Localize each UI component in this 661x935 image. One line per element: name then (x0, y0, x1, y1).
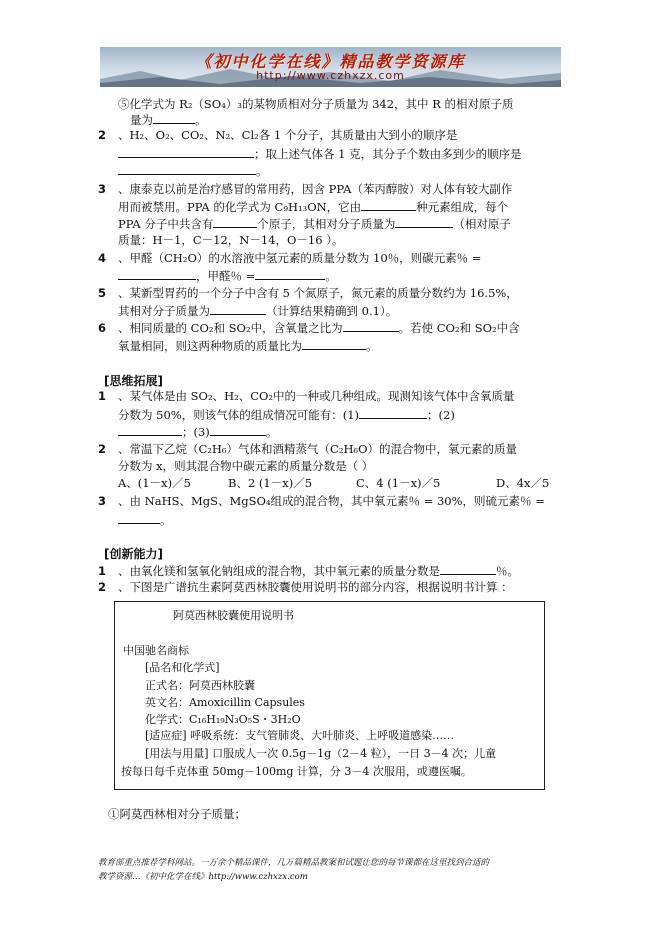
answer-blank[interactable] (118, 512, 160, 524)
question-number: 2 (98, 442, 107, 456)
answer-blank[interactable] (210, 303, 266, 315)
q2-end: 。 (256, 164, 268, 178)
option-a[interactable]: A、(1－x)／5 (118, 476, 191, 490)
footer-line1: 教育部重点推荐学科网站。一万余个精品课件，几万篇精品教案和试题让您的每节课都在这里找到合适的 (98, 858, 490, 868)
q5-text: 量为 (130, 113, 153, 127)
q3-text: 、康泰克以前是治疗感冒的常用药，因含 PPA（苯丙醇胺）对人体有较大副作 (118, 182, 513, 196)
think-q1-line3 (118, 424, 588, 439)
option-c[interactable]: C、4 (1－x)／5 (356, 476, 441, 490)
q2-line2 (118, 146, 588, 161)
question-number: 4 (98, 251, 107, 265)
q2-line3 (118, 163, 588, 178)
q3-line1 (98, 182, 568, 196)
answer-blank[interactable] (359, 407, 427, 419)
q2-text: 、H₂、O₂、CO₂、N₂、Cl₂各 1 个分子，其质量由大到小的顺序是 (118, 128, 458, 142)
q3-text3b: 个原子，其相对分子质量为 (257, 217, 396, 231)
box-line4: 化学式：C₁₆H₁₉N₃O₅S・3H₂O (145, 713, 301, 726)
innov-q1-text: 、由氧化镁和氢氧化钠组成的混合物，其中氧元素的质量分数是 (118, 564, 440, 578)
q4-line2 (118, 268, 588, 283)
q5-line2 (130, 112, 600, 127)
think-q3-text: 、由 NaHS、MgS、MgSO₄组成的混合物，其中氧元素％ = 30%，则硫元素％ = (118, 494, 545, 508)
q3-text3: PPA 分子中共含有 (118, 217, 214, 231)
answer-blank[interactable] (343, 320, 399, 332)
box-line5: [适应症] 呼吸系统：支气管肺炎、大叶肺炎、上呼吸道感染…… (145, 729, 455, 742)
answer-blank[interactable] (118, 424, 182, 436)
answer-blank[interactable] (361, 199, 416, 211)
innov-q1 (98, 563, 568, 578)
answer-blank[interactable] (213, 216, 257, 228)
think-q1-text2b: ；(2) (427, 408, 455, 422)
box-line1: [品名和化学式] (145, 661, 220, 674)
q5b-line1 (98, 286, 568, 300)
think-q2-line2: 分数为 x，则其混合物中碳元素的质量分数是（ ） (118, 459, 374, 473)
q6-line1 (98, 320, 568, 335)
q5b-line2 (118, 303, 588, 318)
think-q2-line1 (98, 442, 568, 456)
think-q1-end: 。 (265, 425, 278, 439)
think-q3-line2 (118, 512, 588, 527)
question-number: 3 (98, 494, 107, 508)
box-line7: 按每日每千克体重 50mg－100mg 计算，分 3－4 次服用，或遵医嘱。 (121, 765, 472, 778)
think-q3-line1 (98, 494, 568, 508)
question-number: 1 (98, 389, 107, 403)
q3-line4: 质量：H－1，C－12，N－14，O－16 ）。 (118, 233, 344, 247)
question-number: 1 (98, 564, 107, 578)
think-q3-end: 。 (160, 513, 172, 527)
q5b-text2b: （计算结果精确到 0.1）。 (266, 304, 398, 318)
question-number: 2 (98, 580, 107, 594)
answer-blank[interactable] (118, 268, 196, 280)
q5b-text2: 其相对分子质量为 (118, 304, 210, 318)
question-number: 3 (98, 182, 107, 196)
think-q1-text2: 分数为 50%，则该气体的组成情况可能有：(1) (118, 408, 360, 422)
q6-text2: 氧量相同，则这两种物质的质量比为 (118, 339, 302, 353)
answer-blank[interactable] (440, 563, 496, 575)
answer-blank[interactable] (395, 216, 453, 228)
q5-end: 。 (195, 113, 207, 127)
answer-blank[interactable] (255, 268, 325, 280)
q4-line1 (98, 251, 568, 265)
q2-line1 (98, 128, 568, 142)
q5b-text: 、某新型胃药的一个分子中含有 5 个氮原子，氮元素的质量分数约为 16.5%， (118, 286, 518, 300)
q6-text1b: 。若使 CO₂和 SO₂中含 (398, 321, 520, 335)
option-b[interactable]: B、2 (1－x)／5 (228, 476, 313, 490)
q2-text2: ；取上述气体各 1 克，其分子个数由多到少的顺序是 (254, 147, 522, 161)
banner-title: 《初中化学在线》精品教学资源库 (195, 52, 466, 71)
box-brand: 中国驰名商标 (123, 644, 189, 657)
answer-blank[interactable] (118, 146, 254, 158)
answer-blank[interactable] (210, 424, 266, 436)
question-number: 6 (98, 321, 107, 335)
footer-line2[interactable]: 教学资源…《初中化学在线》http://www.czhxzx.com (98, 872, 308, 882)
think-q1-text3a: ；(3) (182, 425, 210, 439)
answer-blank[interactable] (302, 338, 366, 350)
header-banner (100, 47, 561, 87)
innov-q1-end: ％。 (496, 564, 519, 578)
drug-instruction-box (114, 601, 545, 790)
q3-line2 (118, 199, 588, 214)
q3-text2: 用而被禁用。PPA 的化学式为 C₉H₁₃ON，它由 (118, 200, 362, 214)
think-q1-line2 (118, 407, 588, 422)
box-line6: [用法与用量] 口服成人一次 0.5g－1g（2－4 粒），一日 3－4 次；儿童 (145, 747, 497, 760)
q6-text: 、相同质量的 CO₂和 SO₂中，含氧量之比为 (118, 321, 343, 335)
box-line2: 正式名：阿莫西林胶囊 (145, 679, 255, 692)
box-title: 阿莫西林胶囊使用说明书 (173, 609, 294, 622)
think-q1-text: 、某气体是由 SO₂、H₂、CO₂中的一种或几种组成。现测知该气体中含氧质量 (118, 389, 515, 403)
question-end: ①阿莫西林相对分子质量； (108, 807, 246, 821)
q3-line3 (118, 216, 588, 231)
box-line3: 英文名：Amoxicillin Capsules (145, 696, 305, 709)
question-number: 2 (98, 128, 107, 142)
q3-text2b: 种元素组成，每个 (416, 200, 509, 214)
think-q1-line1 (98, 389, 568, 403)
q4-end: 。 (325, 269, 337, 283)
q3-text3c: （相对原子 (453, 217, 511, 231)
question-number: 5 (98, 286, 107, 300)
q4-text: 、甲醛（CH₂O）的水溶液中氢元素的质量分数为 10％，则碳元素％ = (118, 251, 482, 265)
banner-url[interactable]: http://www.czhxzx.com (256, 69, 405, 82)
section-title-innovation: [创新能力] (104, 547, 163, 561)
q4-text2: ，甲醛％ = (196, 269, 256, 283)
q6-end: 。 (366, 339, 378, 353)
q6-line2 (118, 338, 588, 353)
q5-line1: ⑤化学式为 R₂（SO₄）₃的某物质相对分子质量为 342，其中 R 的相对原子质 (118, 97, 514, 111)
option-d[interactable]: D、4x／5 (496, 476, 550, 490)
think-q2-text: 、常温下乙烷（C₂H₆）气体和酒精蒸气（C₂H₆O）的混合物中，氧元素的质量 (118, 442, 518, 456)
innov-q2 (98, 580, 568, 594)
answer-blank[interactable] (153, 112, 195, 124)
answer-blank[interactable] (118, 163, 256, 175)
innov-q2-text: 、下图是广谱抗生素阿莫西林胶囊使用说明书的部分内容，根据说明书计算 ： (118, 580, 513, 594)
section-title-thinking: [思维拓展] (104, 374, 163, 388)
